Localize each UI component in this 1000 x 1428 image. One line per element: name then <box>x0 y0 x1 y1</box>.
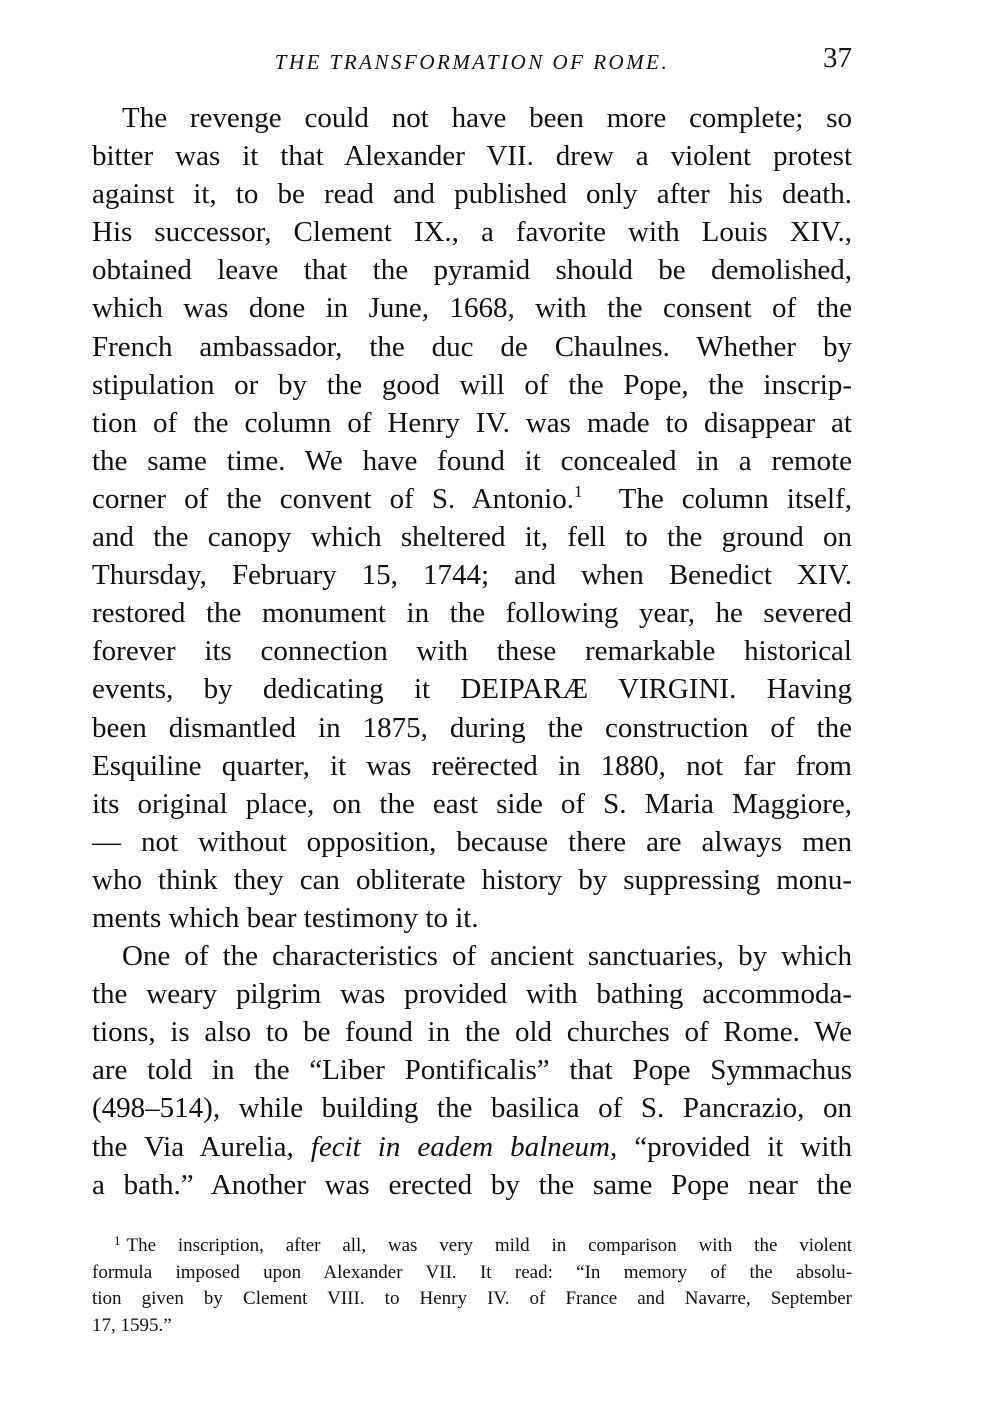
text-segment: corner of the convent of S. Antonio. <box>92 482 574 515</box>
text-line: Esquiline quarter, it was reërected in 1880, not far from <box>92 749 852 782</box>
footnote-line: tion given by Clement VIII. to Henry IV. of France and Navarre, September <box>92 1288 852 1309</box>
text-line: The revenge could not have been more complete; so <box>122 102 852 134</box>
text-line: the weary pilgrim was provided with bathing accommoda- <box>92 978 852 1011</box>
text-segment: The inscription, after all, was very mild in comparison with the violent <box>126 1235 852 1256</box>
text-line: stipulation or by the good will of the Pope, the inscrip- <box>92 368 852 401</box>
text-line: French ambassador, the duc de Chaulnes. Whether by <box>92 330 852 363</box>
footnote-line: formula imposed upon Alexander VII. It read: “In memory of the absolu- <box>92 1261 852 1283</box>
page-header <box>92 42 852 82</box>
text-line-with-italic <box>92 1128 852 1166</box>
text-line: ments which bear testimony to it. <box>92 901 479 934</box>
page-number: 37 <box>823 42 852 74</box>
footnote-line: 17, 1595.” <box>92 1314 172 1336</box>
text-segment: the Via Aurelia, <box>92 1130 294 1163</box>
text-line: a bath.” Another was erected by the same Pope near the <box>92 1168 852 1201</box>
text-line: (498–514), while building the basilica of S. Pancrazio, on <box>92 1092 852 1125</box>
paragraph-2 <box>92 937 852 1204</box>
text-line: and the canopy which sheltered it, fell to the ground on <box>92 521 852 554</box>
italic-latin-phrase: fecit in eadem balneum, <box>310 1130 618 1163</box>
text-line: obtained leave that the pyramid should be demolished, <box>92 254 852 287</box>
text-line-with-footnote-ref <box>92 480 852 518</box>
text-line: forever its connection with these remarkable historical <box>92 635 852 668</box>
text-line: His successor, Clement IX., a favorite with Louis XIV., <box>92 216 852 249</box>
footnotes <box>92 1233 852 1339</box>
text-line: tions, is also to be found in the old churches of Rome. We <box>92 1016 852 1049</box>
text-segment: The column itself, <box>618 482 853 515</box>
text-line: tion of the column of Henry IV. was made to disappear at <box>92 406 852 439</box>
text-line: Thursday, February 15, 1744; and when Benedict XIV. <box>92 559 852 592</box>
text-line: been dismantled in 1875, during the construction of the <box>92 711 852 744</box>
main-text <box>92 99 852 1204</box>
text-line: which was done in June, 1668, with the consent of the <box>92 292 852 325</box>
paragraph-1 <box>92 99 852 937</box>
text-line: who think they can obliterate history by suppressing monu- <box>92 863 852 896</box>
footnote-line <box>92 1233 852 1260</box>
text-line: are told in the “Liber Pontificalis” that Pope Symmachus <box>92 1054 852 1087</box>
running-title: THE TRANSFORMATION OF ROME. <box>274 50 670 74</box>
text-line: against it, to be read and published only after his death. <box>92 178 852 211</box>
text-line: events, by dedicating it DEIPARÆ VIRGINI. Having <box>92 673 852 706</box>
text-segment: “provided it with <box>634 1130 852 1163</box>
footnote-reference: 1 <box>574 481 583 501</box>
text-line: One of the characteristics of ancient sanctuaries, by which <box>122 940 852 973</box>
footnote-number: 1 <box>114 1233 121 1248</box>
text-line: bitter was it that Alexander VII. drew a violent protest <box>92 140 852 173</box>
text-line: the same time. We have found it concealed in a remote <box>92 444 852 477</box>
text-line: — not without opposition, because there are always men <box>92 825 852 858</box>
text-line: restored the monument in the following year, he severed <box>92 597 852 630</box>
text-line: its original place, on the east side of S. Maria Maggiore, <box>92 787 852 820</box>
